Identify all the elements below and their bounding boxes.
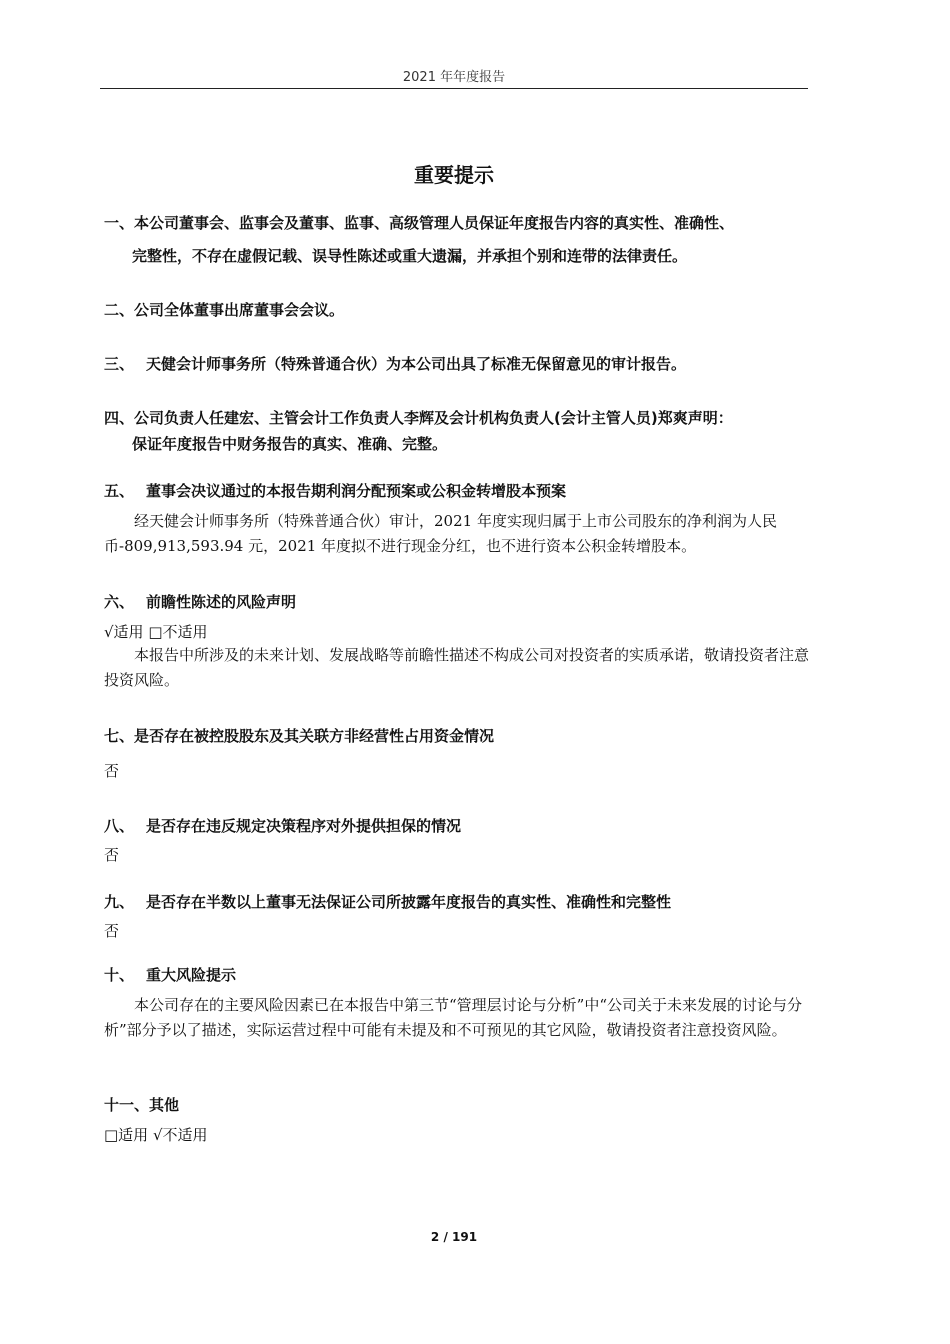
section-2-number: 二、 [104, 301, 135, 319]
page-number: 2 / 191 [430, 1230, 478, 1244]
header-divider [100, 88, 808, 89]
section-9-answer: 否 [104, 922, 120, 940]
section-2-heading [104, 299, 824, 320]
section-1-line2: 完整性，不存在虚假记载、误导性陈述或重大遗漏，并承担个别和连带的法律责任。 [132, 247, 688, 265]
section-4-line1: 公司负责人任建宏、主管会计工作负责人李辉及会计机构负责人(会计主管人员)郑爽声明： [134, 409, 733, 427]
page-title: 重要提示 [414, 163, 494, 187]
section-11-options: □适用 √不适用 [104, 1126, 208, 1144]
section-8-answer: 否 [104, 846, 120, 864]
section-6-heading [104, 591, 824, 612]
section-1-number: 一、 [104, 214, 135, 232]
section-5-number: 五、 [104, 482, 135, 500]
section-6-number: 六、 [104, 593, 135, 611]
section-6-text: 前瞻性陈述的风险声明 [146, 593, 297, 611]
section-9-number: 九、 [104, 893, 135, 911]
section-2-text: 公司全体董事出席董事会会议。 [134, 301, 345, 319]
section-5-body: 经天健会计师事务所（特殊普通合伙）审计，2021 年度实现归属于上市公司股东的净利润为人民币-809,913,593.94 元，2021 年度拟不进行现金分红，也不进行资本公积金转增股本。 [104, 512, 777, 555]
section-6-body: 本报告中所涉及的未来计划、发展战略等前瞻性描述不构成公司对投资者的实质承诺，敬请投资者注意投资风险。 [104, 646, 810, 689]
section-4-line2: 保证年度报告中财务报告的真实、准确、完整。 [132, 435, 448, 453]
section-10-text: 重大风险提示 [146, 966, 237, 984]
section-5-text: 董事会决议通过的本报告期利润分配预案或公积金转增股本预案 [146, 482, 567, 500]
page-header: 2021 年年度报告 [402, 70, 506, 85]
section-7-number: 七、 [104, 727, 135, 745]
section-7-text: 是否存在被控股股东及其关联方非经营性占用资金情况 [134, 727, 495, 745]
section-7-heading [104, 725, 824, 746]
section-8-text: 是否存在违反规定决策程序对外提供担保的情况 [146, 817, 462, 835]
section-11-number: 十一、 [104, 1096, 150, 1114]
section-1-heading [104, 212, 824, 233]
section-8-number: 八、 [104, 817, 135, 835]
section-4-number: 四、 [104, 409, 135, 427]
section-6-options: √适用 □不适用 [104, 623, 208, 641]
section-9-text: 是否存在半数以上董事无法保证公司所披露年度报告的真实性、准确性和完整性 [146, 893, 672, 911]
section-3-heading [104, 353, 824, 374]
section-5-heading [104, 480, 824, 501]
section-7-answer: 否 [104, 762, 120, 780]
section-3-text: 天健会计师事务所（特殊普通合伙）为本公司出具了标准无保留意见的审计报告。 [146, 355, 687, 373]
section-10-heading [104, 964, 824, 985]
section-9-heading [104, 891, 824, 912]
section-3-number: 三、 [104, 355, 135, 373]
section-4-heading [104, 407, 824, 428]
section-8-heading [104, 815, 824, 836]
section-11-text: 其他 [149, 1096, 180, 1114]
section-11-heading [104, 1094, 824, 1115]
section-10-body: 本公司存在的主要风险因素已在本报告中第三节“管理层讨论与分析”中“公司关于未来发展的讨论与分析”部分予以了描述，实际运营过程中可能有未提及和不可预见的其它风险，敬请投资者注意投资风险。 [104, 996, 803, 1039]
section-10-number: 十、 [104, 966, 135, 984]
section-1-line1: 本公司董事会、监事会及董事、监事、高级管理人员保证年度报告内容的真实性、准确性、 [134, 214, 735, 232]
